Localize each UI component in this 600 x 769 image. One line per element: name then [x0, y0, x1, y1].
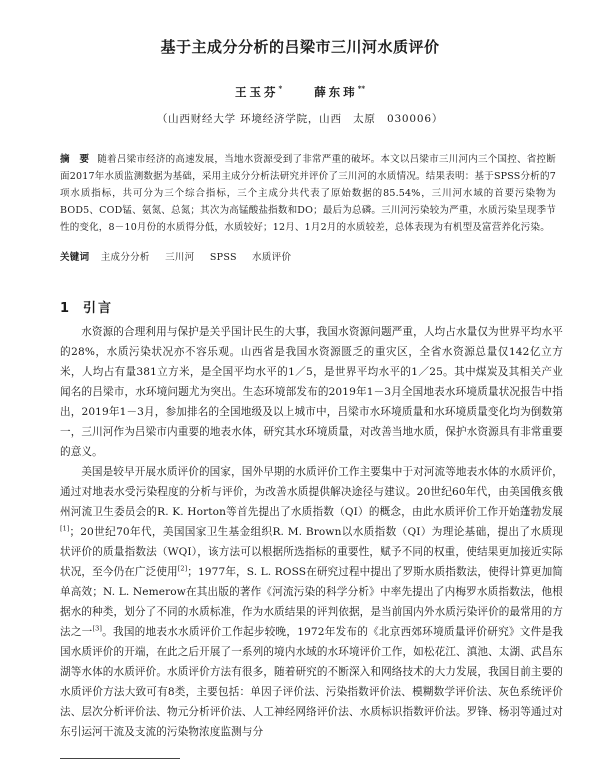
citation: [3]: [92, 624, 103, 633]
citation: [2]: [177, 564, 188, 573]
section-number: 1: [60, 301, 72, 316]
abstract: [60, 151, 556, 236]
paragraph-text: ；20世纪70年代，美国国家卫生基金组织R. M. Brown以水质指数（QI）为理论基础，提出了水质现状评价的质量指数法（WQI），该方法可以根据所选指标的重要性，赋予不同的权重，使结果更加接近实际状况，至今仍在广泛使用: [60, 526, 563, 578]
abstract-label: 摘 要: [60, 154, 90, 165]
keyword: SPSS: [209, 252, 237, 263]
body-text: [60, 322, 563, 742]
paragraph-text: 美国是较早开展水质评价的国家，国外早期的水质评价工作主要集中于对河流等地表水体的水质评价，通过对地表水受污染程度的分析与评价，为改善水质提供解决途径与建议。20世纪60年代，由美国俄亥俄州河流卫生委员会的R. K. Horton等首先提出了水质指数（QI）的概念，由此水质评价工作开始蓬勃发展: [60, 466, 563, 518]
paragraph-text: 。我国的地表水水质评价工作起步较晚，1972年发布的《北京西郊环境质量评价研究》文件是我国水质评价的开端，在此之后开展了一系列的境内水域的水环境评价工作，如松花江、滇池、太湖、武昌东湖等水体的水质评价。水质评价方法有很多，随着研究的不断深入和网络技术的大力发展，我国目前主要的水质评价方法大致可有8类，主要包括：单因子评价法、污染指数评价法、模糊数学评价法、灰色系统评价法、层次分析评价法、物元分析评价法、人工神经网络评价法、水质标识指数评价法。罗锋、杨羽等通过对东引运河干流及支流的污染物浓度监测与分: [60, 626, 563, 738]
keyword: 主成分分析: [100, 252, 150, 263]
paragraph: [60, 462, 563, 742]
affiliation: （山西财经大学 环境经济学院，山西 太原 030006）: [156, 113, 444, 125]
keywords: [60, 250, 556, 266]
author-line: [0, 84, 600, 100]
paragraph: [60, 322, 563, 462]
paper-title: 基于主成分分析的吕梁市三川河水质评价: [160, 38, 440, 56]
footnote-divider: [60, 758, 180, 759]
author-mark: *: [278, 84, 283, 94]
keywords-label: 关键词: [60, 252, 90, 263]
section-title: 引言: [83, 301, 114, 316]
citation: [1]: [60, 524, 70, 533]
author-name: 王玉芬: [234, 85, 279, 99]
author-mark: **: [357, 84, 366, 94]
paragraph-text: ；1977年，S. L. ROSS在研究过程中提出了罗斯水质指数法，使得计算更加简单高效；N. L. Nemerow在其出版的著作《河流污染的科学分析》中率先提出了内梅罗水质指数法，他根据水的种类，划分了不同的水质标准，作为水质结果的评判依据，是当前国内外水质污染评价的最常用的方法之一: [60, 566, 563, 638]
author-name: 薛东玮: [314, 85, 358, 99]
abstract-text: 随着吕梁市经济的高速发展，当地水资源受到了非常严重的破坏。本文以吕梁市三川河内三个国控、省控断面2017年水质监测数据为基础，采用主成分分析法研究并评价了三川河的水质情况。结果表明：基于SPSS分析的7项水质指标，共可分为三个综合指标，三个主成分共代表了原始数据的85.54%，三川河水域的首要污染物为BOD5、COD锰、氨氮、总氮；其次为高锰酸盐指数和DO；最后为总磷。三川河污染较为严重，水质污染呈现季节性的变化，8－10月份的水质得分低，水质较好；12月、1月2月的水质较差，总体表现为有机型及富营养化污染。: [60, 154, 556, 233]
paragraph-text: 水资源的合理利用与保护是关乎国计民生的大事，我国水资源问题严重，人均占水量仅为世界平均水平的28%，水质污染状况亦不容乐观。山西省是我国水资源匮乏的重灾区，全省水资源总量仅142亿立方米，人均占有量381立方米，是全国平均水平的1／5，是世界平均水平的1／25。其中煤炭及其相关产业闻名的吕梁市，水环境问题尤为突出。生态环境部发布的2019年1－3月全国地表水环境质量状况报告中指出，2019年1－3月，参加排名的全国地级及以上城市中，吕梁市水环境质量和水环境质量变化均为倒数第一，三川河作为吕梁市内重要的地表水体，研究其水环境质量，对改善当地水质，保护水资源具有非常重要的意义。: [60, 326, 563, 458]
keyword: 三川河: [165, 252, 195, 263]
section-heading: [60, 297, 113, 316]
keyword: 水质评价: [252, 252, 292, 263]
